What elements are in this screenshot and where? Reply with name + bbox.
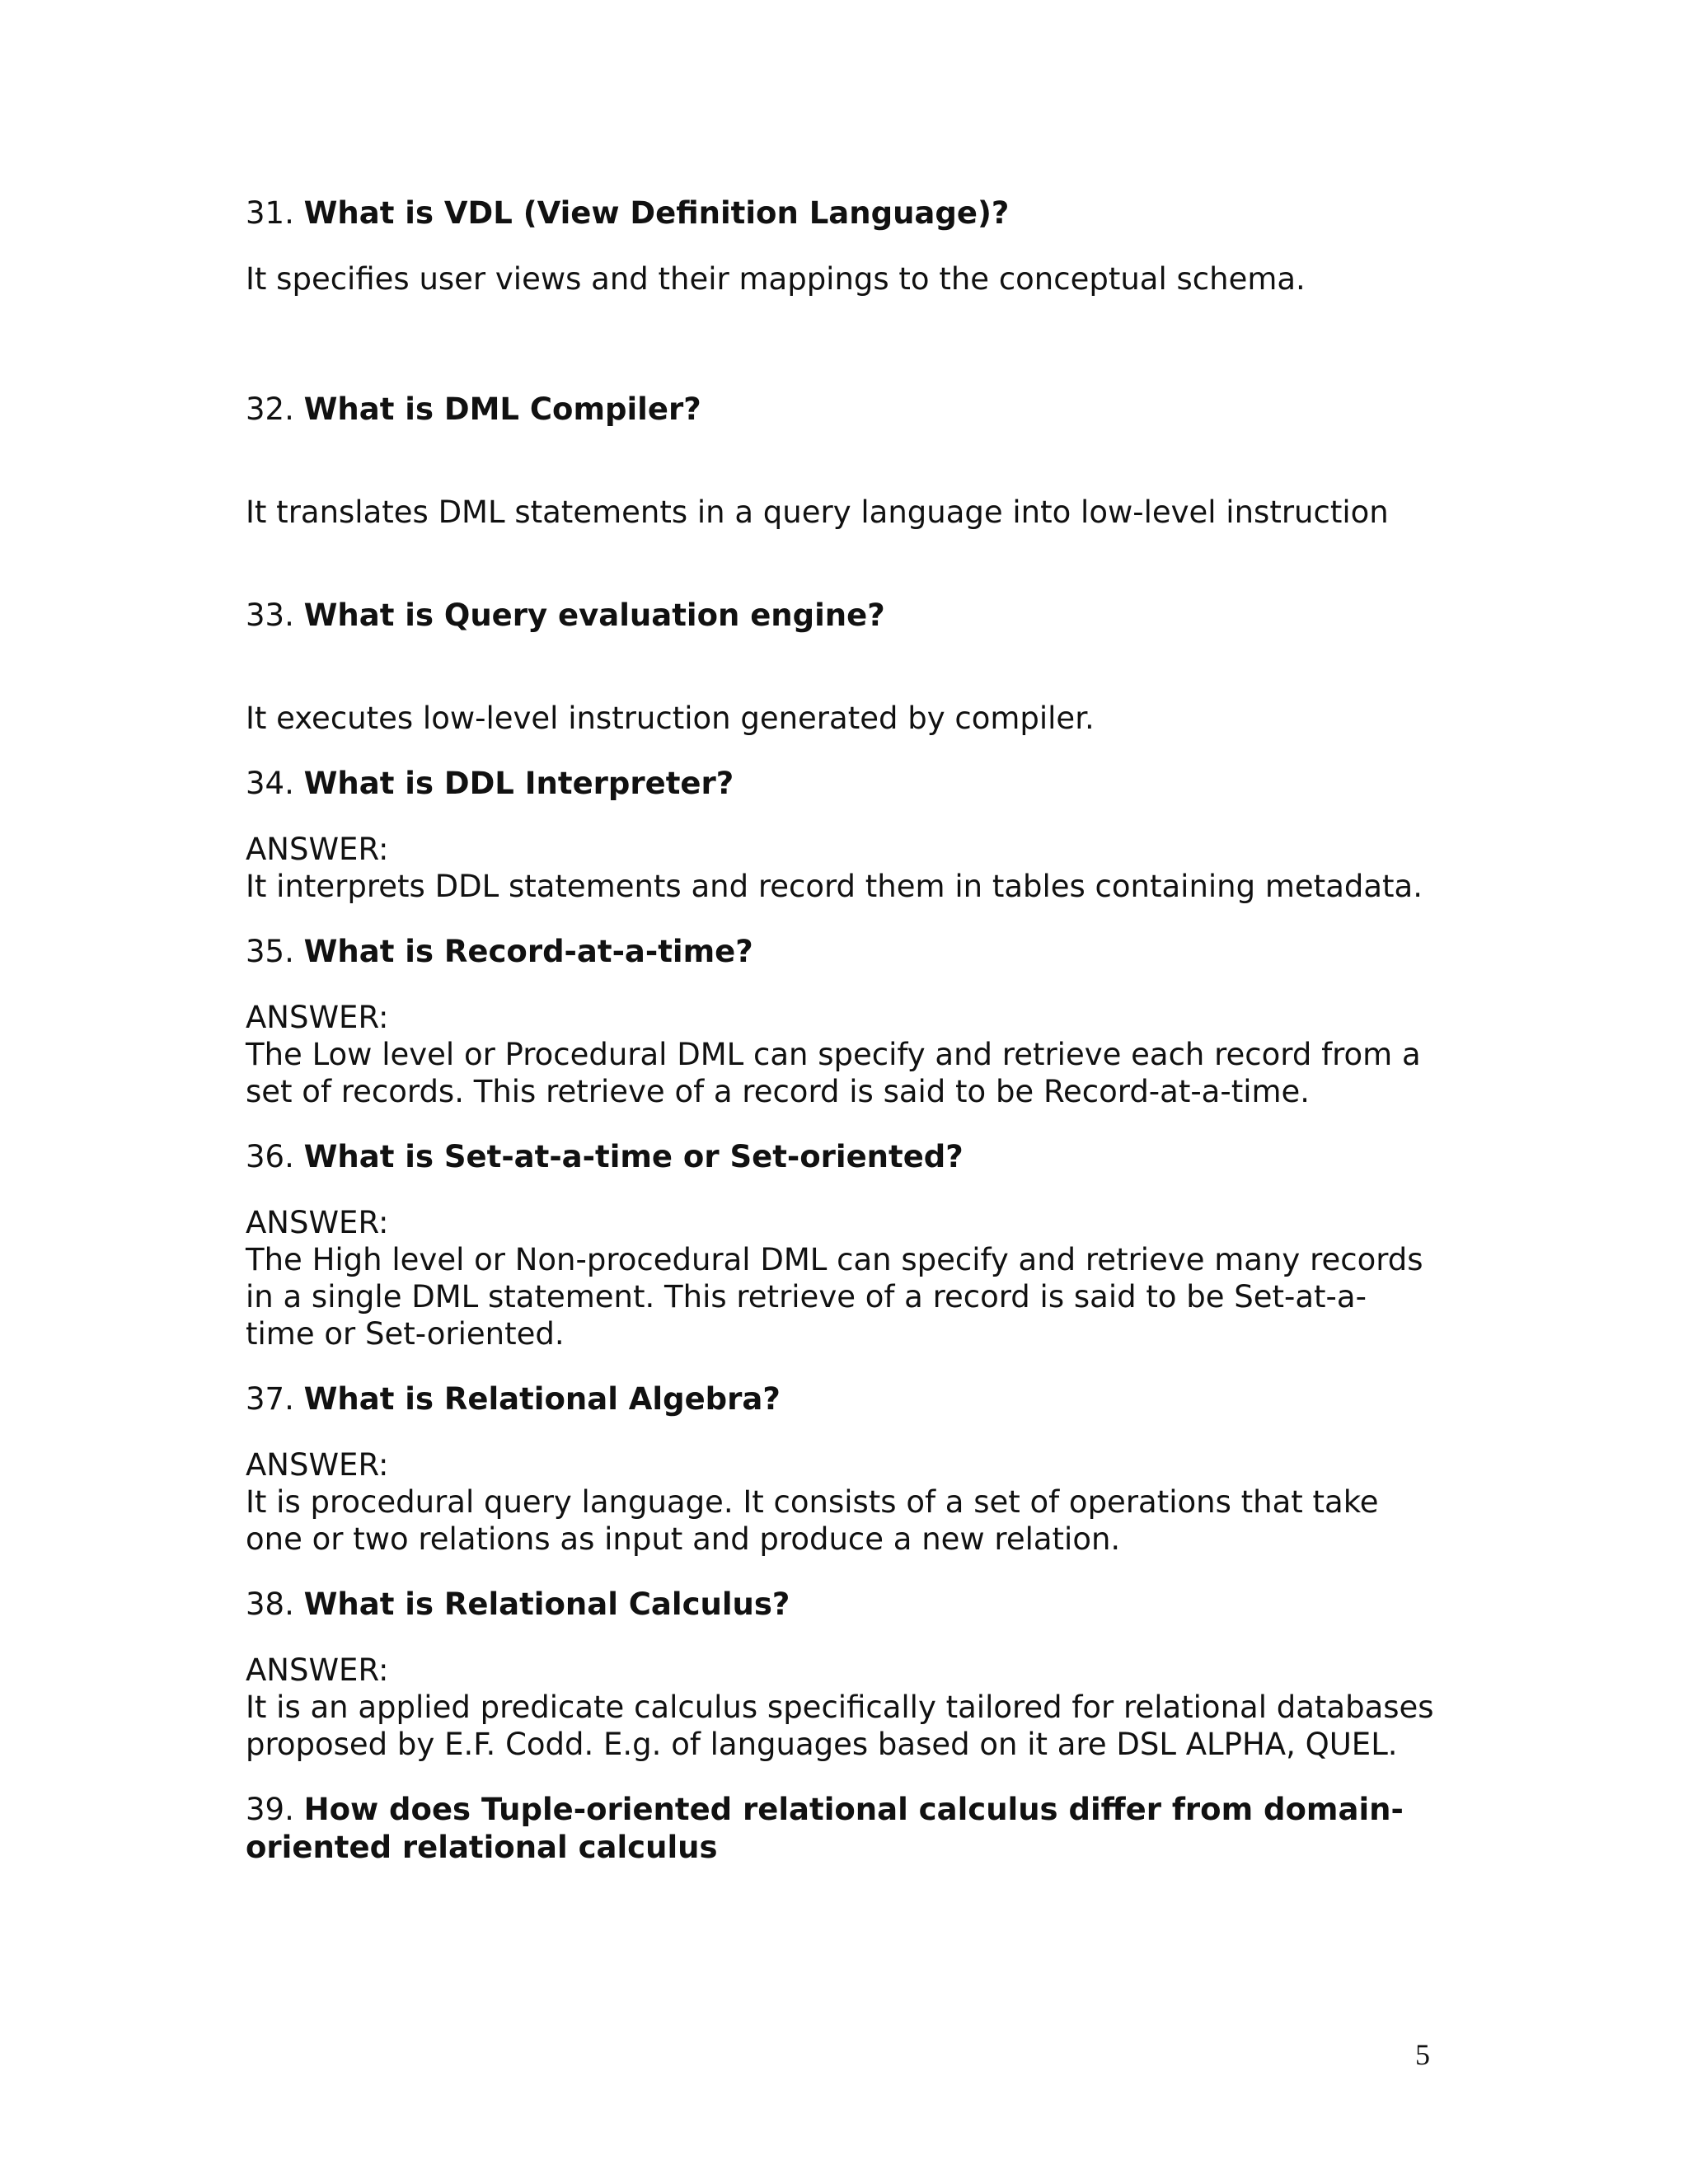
qa-item-33 — [246, 597, 1449, 737]
answer-block — [246, 494, 1449, 531]
question-39-continued — [246, 1829, 1449, 1867]
question-text: What is Query evaluation engine? — [303, 598, 885, 633]
answer-line: It is an applied predicate calculus specifically tailored for relational databases — [246, 1690, 1434, 1725]
document-body — [246, 194, 1449, 1867]
answer-block — [246, 260, 1449, 298]
answer-line: proposed by E.F. Codd. E.g. of languages based on it are DSL ALPHA, QUEL. — [246, 1727, 1398, 1762]
answer-line: time or Set-oriented. — [246, 1316, 565, 1352]
question-34 — [246, 765, 1449, 803]
question-text: What is DDL Interpreter? — [303, 766, 734, 801]
question-38 — [246, 1586, 1449, 1624]
qa-item-35 — [246, 933, 1449, 1110]
question-number: 36. — [246, 1139, 294, 1174]
question-text: How does Tuple-oriented relational calculus differ from domain- — [303, 1792, 1404, 1827]
qa-item-39 — [246, 1791, 1449, 1867]
page-number: 5 — [1415, 2038, 1430, 2071]
question-number: 32. — [246, 391, 294, 427]
answer-block — [246, 999, 1449, 1110]
question-number: 39. — [246, 1792, 294, 1827]
qa-item-37 — [246, 1380, 1449, 1558]
answer-line: in a single DML statement. This retrieve of a record is said to be Set-at-a- — [246, 1279, 1367, 1315]
question-37 — [246, 1380, 1449, 1418]
qa-item-38 — [246, 1586, 1449, 1763]
question-text: What is Relational Calculus? — [303, 1586, 790, 1622]
question-33 — [246, 597, 1449, 635]
qa-item-31 — [246, 194, 1449, 298]
answer-label: ANSWER: — [246, 832, 389, 867]
question-text: What is Record-at-a-time? — [303, 934, 753, 969]
question-32 — [246, 391, 1449, 429]
answer-line: It executes low-level instruction generated by compiler. — [246, 701, 1095, 736]
answer-line: It translates DML statements in a query language into low-level instruction — [246, 494, 1389, 530]
answer-line: The Low level or Procedural DML can specify and retrieve each record from a — [246, 1037, 1421, 1072]
question-number: 33. — [246, 598, 294, 633]
answer-block — [246, 1204, 1449, 1352]
question-number: 38. — [246, 1586, 294, 1622]
answer-block — [246, 1446, 1449, 1558]
answer-line: It specifies user views and their mappings to the conceptual schema. — [246, 261, 1306, 297]
question-number: 35. — [246, 934, 294, 969]
answer-line: set of records. This retrieve of a record is said to be Record-at-a-time. — [246, 1074, 1311, 1109]
question-number: 34. — [246, 766, 294, 801]
answer-block — [246, 1652, 1449, 1763]
question-36 — [246, 1138, 1449, 1176]
question-31 — [246, 194, 1449, 232]
question-text: What is Relational Algebra? — [303, 1381, 781, 1417]
answer-block — [246, 700, 1449, 737]
qa-item-32 — [246, 391, 1449, 531]
answer-label: ANSWER: — [246, 1652, 389, 1688]
answer-label: ANSWER: — [246, 1205, 389, 1240]
answer-label: ANSWER: — [246, 1000, 389, 1035]
answer-line: It is procedural query language. It consists of a set of operations that take — [246, 1484, 1379, 1520]
qa-item-34 — [246, 765, 1449, 905]
question-text: What is VDL (View Definition Language)? — [303, 195, 1010, 231]
answer-line: It interprets DDL statements and record them in tables containing metadata. — [246, 869, 1423, 904]
question-text: oriented relational calculus — [246, 1830, 718, 1865]
question-35 — [246, 933, 1449, 971]
question-number: 31. — [246, 195, 294, 231]
question-number: 37. — [246, 1381, 294, 1417]
question-text: What is Set-at-a-time or Set-oriented? — [303, 1139, 964, 1174]
question-39 — [246, 1791, 1449, 1829]
question-text: What is DML Compiler? — [303, 391, 701, 427]
answer-label: ANSWER: — [246, 1447, 389, 1483]
answer-line: one or two relations as input and produce a new relation. — [246, 1521, 1121, 1557]
answer-block — [246, 831, 1449, 905]
answer-line: The High level or Non-procedural DML can specify and retrieve many records — [246, 1242, 1423, 1277]
qa-item-36 — [246, 1138, 1449, 1352]
